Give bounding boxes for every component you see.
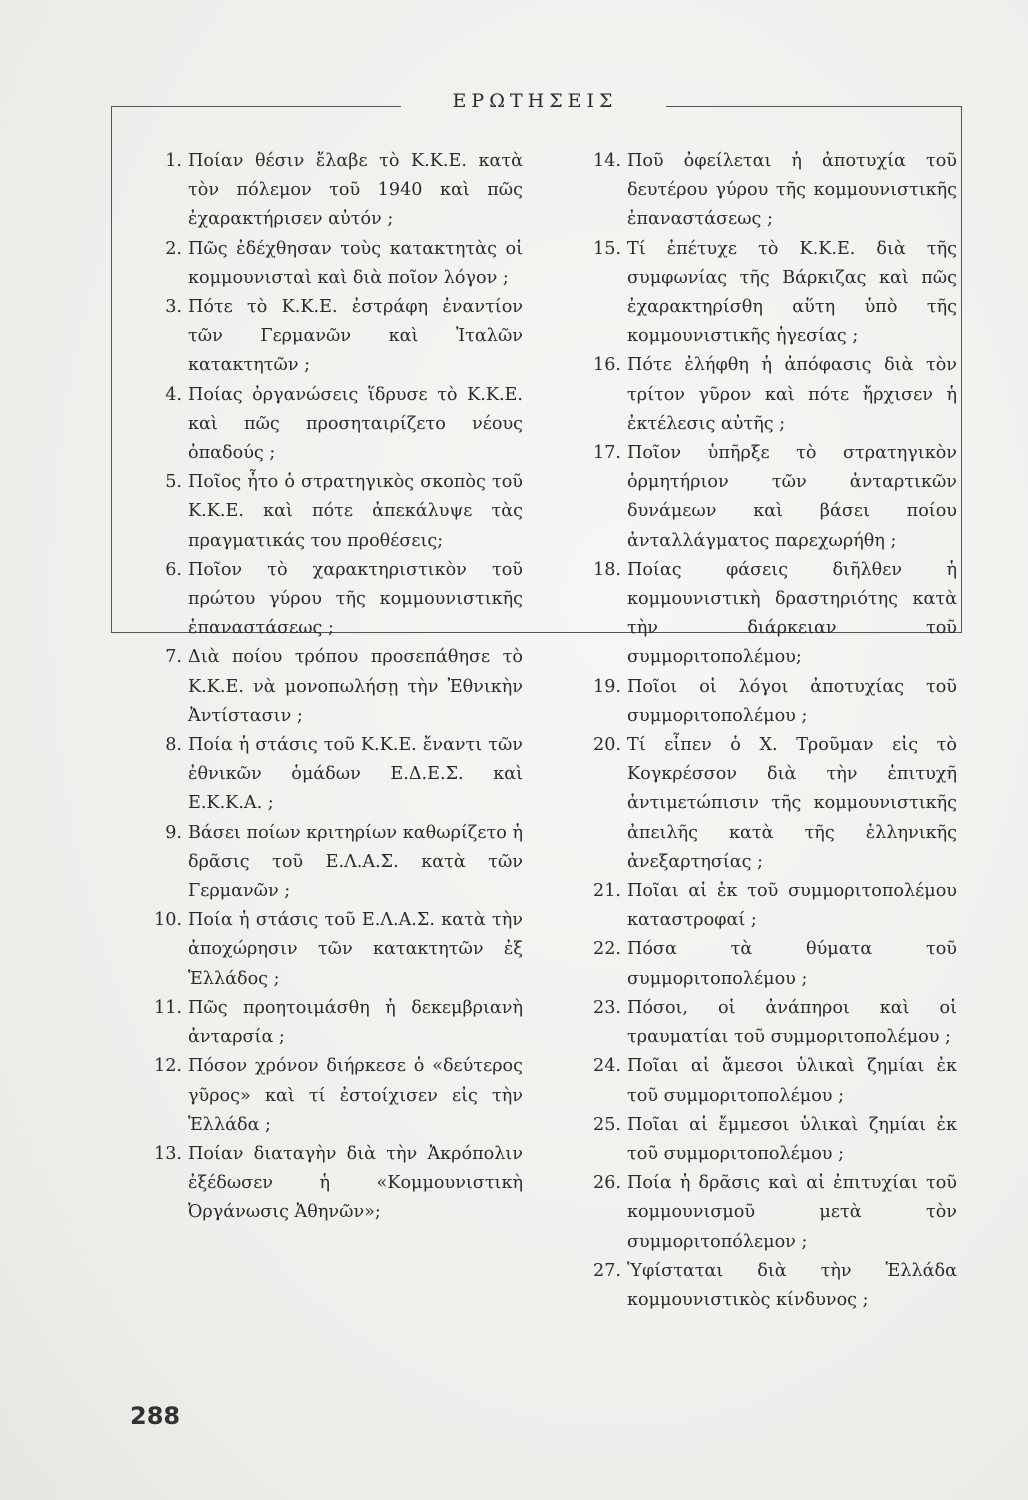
question-number: 4. [165, 384, 182, 405]
question-text: Πότε ἐλήφθη ἡ ἀπόφασις διὰ τὸν τρίτον γῦρον καὶ πότε ἤρχισεν ἡ ἐκτέλεσις αὐτῆς ; [627, 355, 957, 434]
question-number: 22. [593, 939, 621, 960]
question-number: 15. [593, 238, 621, 259]
question-number: 16. [593, 355, 621, 376]
question-text: Ποία ἡ δρᾶσις καὶ αἱ ἐπιτυχίαι τοῦ κομμουνισμοῦ μετὰ τὸν συμμοριτοπόλεμον ; [627, 1173, 957, 1252]
question-number: 13. [154, 1143, 182, 1164]
question-text: Ὑφίσταται διὰ τὴν Ἑλλάδα κομμουνιστικὸς κίνδυνος ; [627, 1260, 957, 1310]
question-item [138, 643, 523, 731]
question-text: Διὰ ποίου τρόπου προσεπάθησε τὸ Κ.Κ.Ε. νὰ μονοπωλήσῃ τὴν Ἐθνικὴν Ἀντίστασιν ; [188, 647, 523, 726]
questions-column-right [577, 147, 957, 1315]
question-text: Πῶς ἐδέχθησαν τοὺς κατακτητὰς οἱ κομμουνισταὶ καὶ διὰ ποῖον λόγον ; [188, 238, 523, 288]
question-text: Ποίας φάσεις διῆλθεν ἡ κομμουνιστικὴ δραστηριότης κατὰ τὴν διάρκειαν τοῦ συμμοριτοπολέμου; [627, 559, 957, 668]
question-item [138, 1140, 523, 1228]
question-text: Ποῖαι αἱ ἐκ τοῦ συμμοριτοπολέμου καταστροφαί ; [627, 881, 957, 931]
question-item [138, 235, 523, 293]
question-number: 11. [154, 997, 182, 1018]
question-number: 26. [593, 1173, 621, 1194]
question-item [138, 994, 523, 1052]
question-number: 6. [165, 559, 182, 580]
question-item [577, 351, 957, 439]
question-number: 27. [593, 1260, 621, 1281]
question-text: Πῶς προητοιμάσθη ἡ δεκεμβριανὴ ἀνταρσία ; [188, 997, 523, 1048]
question-item [138, 381, 523, 469]
question-text: Ποῖαι αἱ ἔμμεσοι ὑλικαὶ ζημίαι ἐκ τοῦ συμμοριτοπολέμου ; [627, 1114, 957, 1164]
questions-column-left [138, 147, 523, 1228]
question-number: 19. [593, 676, 621, 697]
question-number: 20. [593, 735, 621, 756]
question-text: Ποία ἡ στάσις τοῦ Ε.Λ.Α.Σ. κατὰ τὴν ἀποχώρησιν τῶν κατακτητῶν ἐξ Ἑλλάδος ; [188, 910, 523, 989]
question-item [138, 468, 523, 556]
question-number: 21. [593, 881, 621, 902]
question-text: Πότε τὸ Κ.Κ.Ε. ἐστράφη ἐναντίον τῶν Γερμανῶν καὶ Ἰταλῶν κατακτητῶν ; [188, 297, 523, 376]
question-number: 3. [165, 297, 182, 318]
question-text: Ποίας ὀργανώσεις ἵδρυσε τὸ Κ.Κ.Ε. καὶ πῶς προσηταιρίζετο νέους ὀπαδούς ; [188, 384, 523, 464]
question-text: Ποῖοι οἱ λόγοι ἀποτυχίας τοῦ συμμοριτοπολέμου ; [627, 676, 957, 726]
question-text: Ποῖον ὑπῆρξε τὸ στρατηγικὸν ὁρμητήριον τῶν ἀνταρτικῶν δυνάμεων καὶ βάσει ποίου ἀνταλλάγματος παρεχωρήθη ; [627, 443, 957, 551]
question-item [138, 147, 523, 235]
question-text: Τί ἐπέτυχε τὸ Κ.Κ.Ε. διὰ τῆς συμφωνίας τῆς Βάρκιζας καὶ πῶς ἐχαρακτηρίσθη αὕτη ὑπὸ τῆς κομμουνιστικῆς ἡγεσίας ; [627, 238, 957, 347]
frame-top-rule-right [666, 106, 961, 107]
question-number: 1. [165, 151, 182, 171]
question-text: Ποῦ ὀφείλεται ἡ ἀποτυχία τοῦ δευτέρου γύρου τῆς κομμουνιστικῆς ἐπαναστάσεως ; [627, 151, 957, 230]
question-text: Ποία ἡ στάσις τοῦ Κ.Κ.Ε. ἔναντι τῶν ἐθνικῶν ὁμάδων Ε.Δ.Ε.Σ. καὶ Ε.Κ.Κ.Α. ; [188, 735, 523, 814]
question-text: Πόσοι, οἱ ἀνάπηροι καὶ οἱ τραυματίαι τοῦ συμμοριτοπολέμου ; [627, 997, 957, 1048]
question-item [577, 1052, 957, 1110]
question-item [577, 439, 957, 556]
question-item [577, 235, 957, 352]
question-text: Ποίαν θέσιν ἔλαβε τὸ Κ.Κ.Ε. κατὰ τὸν πόλεμον τοῦ 1940 καὶ πῶς ἐχαρακτήρισεν αὐτόν ; [188, 151, 523, 230]
question-item [138, 556, 523, 644]
question-text: Πόσον χρόνον διήρκεσε ὁ «δεύτερος γῦρος» καὶ τί ἐστοίχισεν εἰς τὴν Ἑλλάδα ; [188, 1056, 523, 1135]
question-item [138, 906, 523, 994]
question-text: Πόσα τὰ θύματα τοῦ συμμοριτοπολέμου ; [627, 939, 957, 989]
question-number: 23. [593, 997, 621, 1018]
question-item [577, 935, 957, 993]
page-number: 288 [130, 1402, 181, 1430]
question-text: Ποίαν διαταγὴν διὰ τὴν Ἀκρόπολιν ἐξέδωσεν ἡ «Κομμουνιστικὴ Ὀργάνωσις Ἀθηνῶν»; [188, 1143, 523, 1223]
question-item [577, 877, 957, 935]
question-item [577, 731, 957, 877]
question-item [577, 994, 957, 1052]
question-item [577, 673, 957, 731]
question-text: Βάσει ποίων κριτηρίων καθωρίζετο ἡ δρᾶσις τοῦ Ε.Λ.Α.Σ. κατὰ τῶν Γερμανῶν ; [188, 822, 523, 902]
question-item [138, 293, 523, 381]
question-number: 7. [165, 647, 182, 668]
question-text: Τί εἶπεν ὁ Χ. Τροῦμαν εἰς τὸ Κογκρέσσον διὰ τὴν ἐπιτυχῆ ἀντιμετώπισιν τῆς κομμουνιστικῆς ἀπειλῆς κατὰ τῆς ἑλληνικῆς ἀνεξαρτησίας ; [627, 735, 957, 872]
question-number: 24. [593, 1056, 621, 1077]
question-number: 18. [593, 559, 621, 580]
question-item [577, 1169, 957, 1257]
question-number: 14. [593, 151, 621, 171]
question-number: 17. [593, 443, 621, 464]
question-number: 2. [165, 238, 182, 259]
section-heading: ΕΡΩΤΗΣΕΙΣ [452, 90, 618, 112]
question-number: 8. [165, 735, 182, 756]
question-item [577, 1257, 957, 1315]
question-text: Ποῖον τὸ χαρακτηριστικὸν τοῦ πρώτου γύρου τῆς κομμουνιστικῆς ἐπαναστάσεως ; [188, 559, 523, 639]
question-number: 25. [593, 1114, 621, 1135]
question-item [138, 1052, 523, 1140]
question-number: 9. [165, 822, 182, 843]
question-item [577, 1111, 957, 1169]
frame-top-rule-left [111, 106, 401, 107]
question-number: 10. [154, 910, 182, 931]
question-text: Ποῖος ἦτο ὁ στρατηγικὸς σκοπὸς τοῦ Κ.Κ.Ε. καὶ πότε ἀπεκάλυψε τὰς πραγματικάς του προθέσεις; [188, 472, 523, 551]
question-item [138, 731, 523, 819]
question-number: 12. [154, 1056, 182, 1077]
question-text: Ποῖαι αἱ ἄμεσοι ὑλικαὶ ζημίαι ἐκ τοῦ συμμοριτοπολέμου ; [627, 1056, 957, 1106]
question-number: 5. [165, 472, 182, 493]
question-item [577, 556, 957, 673]
question-item [138, 819, 523, 907]
question-item [577, 147, 957, 235]
